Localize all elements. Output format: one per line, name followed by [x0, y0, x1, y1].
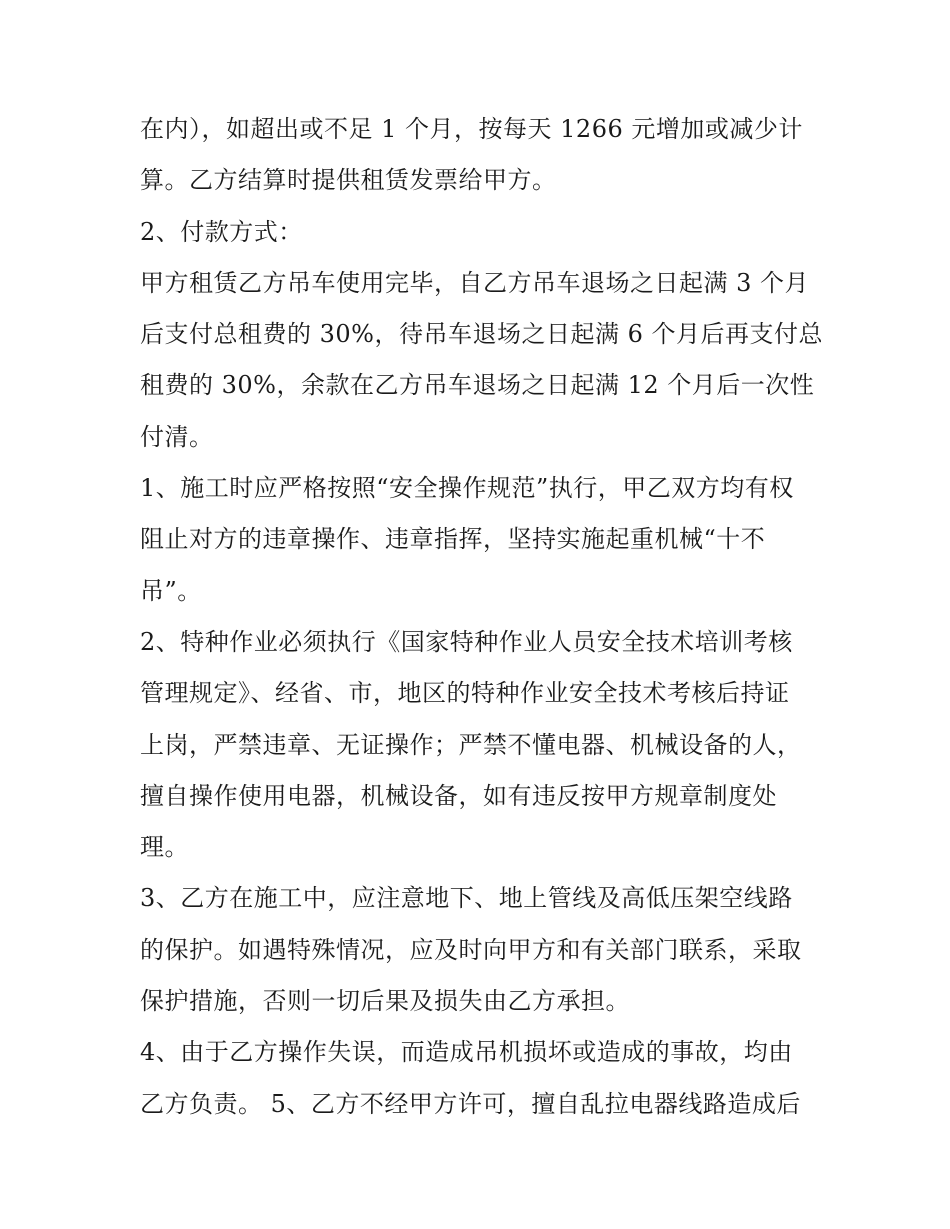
text-line: 管理规定》、经省、市，地区的特种作业安全技术考核后持证 — [140, 679, 790, 708]
text-line: 保护措施，否则一切后果及损失由乙方承担。 — [140, 987, 630, 1016]
document-body — [140, 104, 823, 1130]
text-line: 擅自操作使用电器，机械设备，如有违反按甲方规章制度处 — [140, 781, 777, 810]
text-line: 3、乙方在施工中，应注意地下、地上管线及高低压架空线路 — [140, 884, 793, 913]
text-line: 阻止对方的违章操作、违章指挥，坚持实施起重机械“十不 — [140, 525, 766, 554]
text-line: 在内），如超出或不足 1 个月，按每天 1266 元增加或减少计 — [140, 115, 803, 143]
text-line: 算。乙方结算时提供租赁发票给甲方。 — [140, 166, 557, 195]
text-line: 上岗，严禁违章、无证操作；严禁不懂电器、机械设备的人， — [140, 730, 802, 759]
text-line: 乙方负责。 5、乙方不经甲方许可，擅自乱拉电器线路造成后 — [140, 1089, 801, 1118]
text-line: 甲方租赁乙方吊车使用完毕，自乙方吊车退场之日起满 3 个月 — [140, 268, 810, 297]
text-line: 吊”。 — [140, 576, 202, 605]
text-line: 租费的 30%，余款在乙方吊车退场之日起满 12 个月后一次性 — [140, 371, 815, 400]
text-line: 后支付总租费的 30%，待吊车退场之日起满 6 个月后再支付总 — [140, 320, 823, 349]
text-line: 理。 — [140, 833, 189, 862]
text-line: 1、施工时应严格按照“安全操作规范”执行，甲乙双方均有权 — [140, 474, 794, 503]
text-line: 2、特种作业必须执行《国家特种作业人员安全技术培训考核 — [140, 627, 793, 656]
text-line: 2、付款方式： — [140, 217, 303, 246]
text-line: 付清。 — [140, 422, 214, 451]
text-line: 4、由于乙方操作失误，而造成吊机损坏或造成的事故，均由 — [140, 1038, 793, 1067]
text-line: 的保护。如遇特殊情况，应及时向甲方和有关部门联系，采取 — [140, 935, 802, 964]
